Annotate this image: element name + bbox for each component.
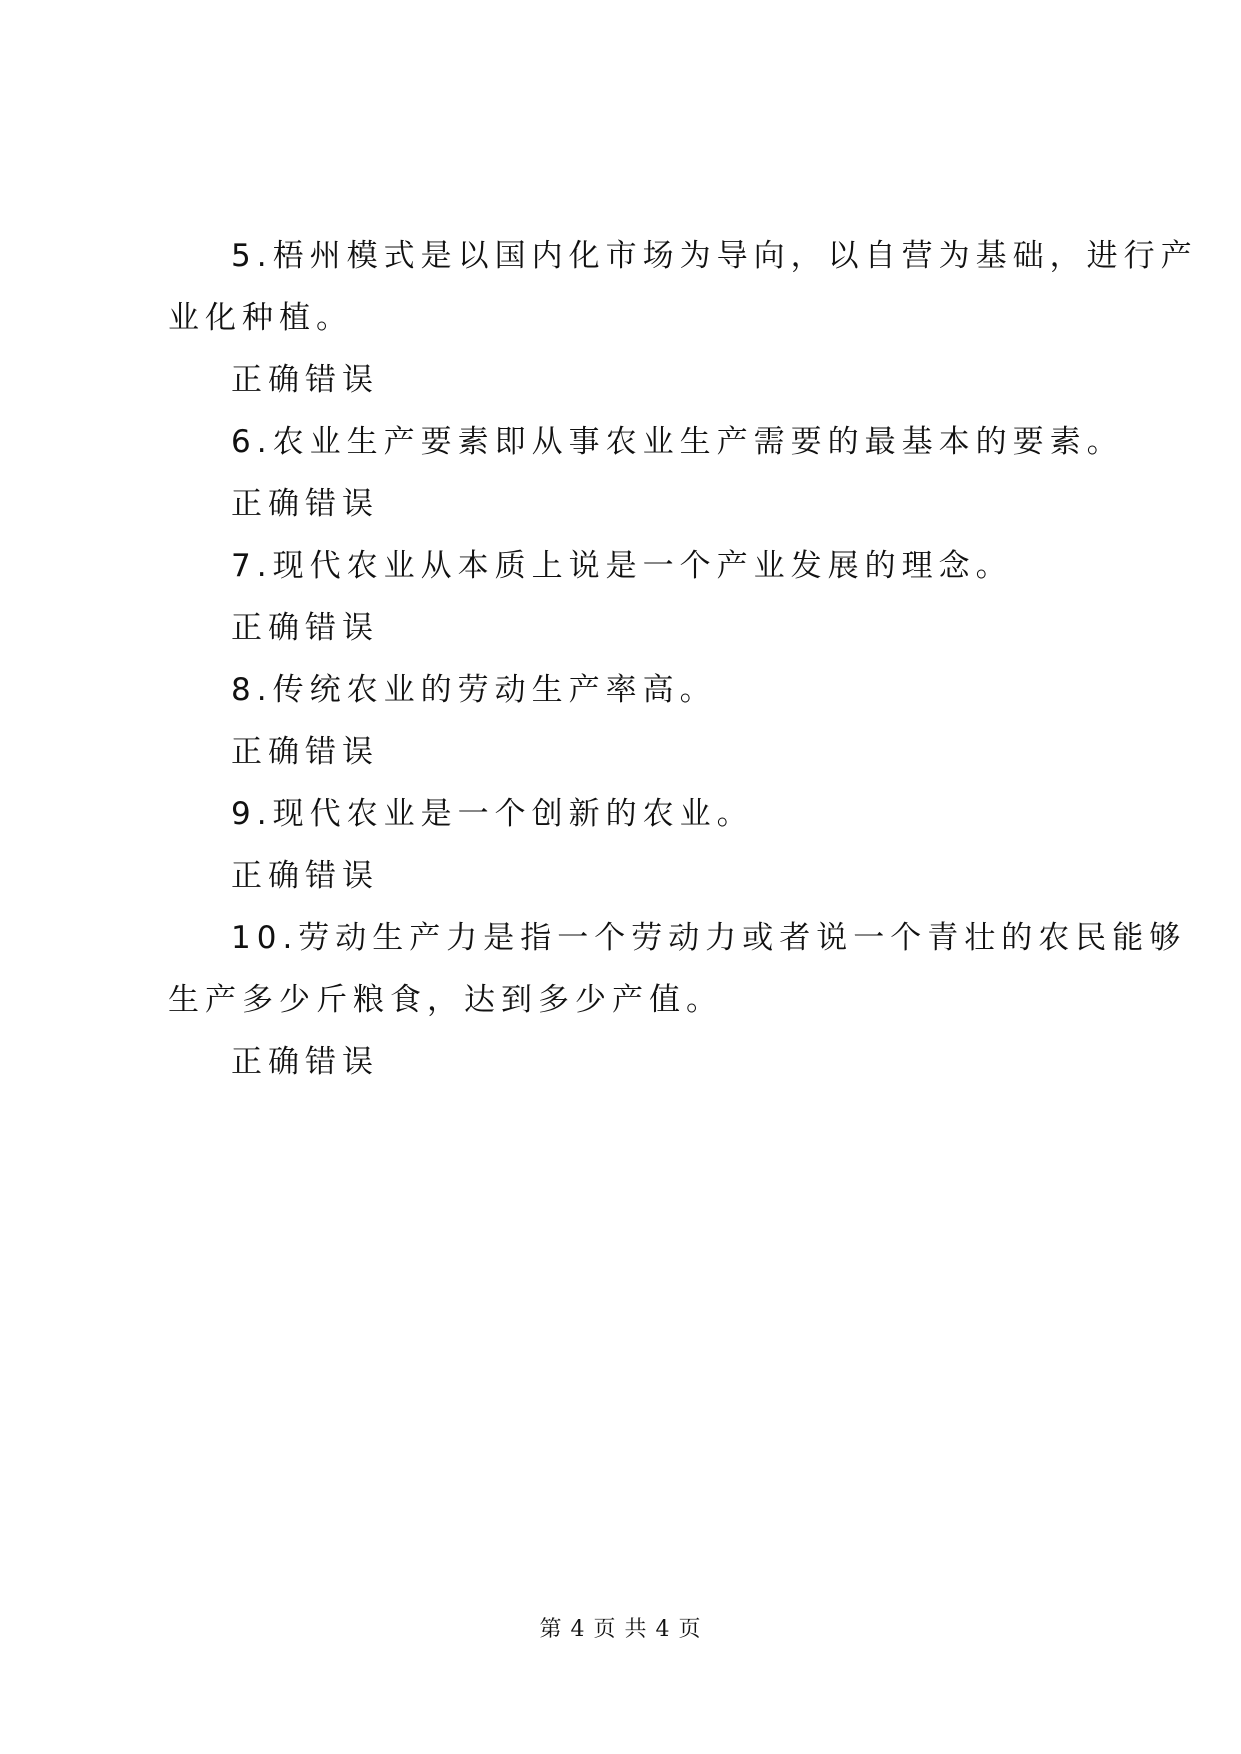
question-5-text: 5.梧州模式是以国内化市场为导向，以自营为基础，进行产 xyxy=(231,238,1198,274)
question-5-text-continued: 业化种植。 xyxy=(168,300,353,336)
question-8-text: 8.传统农业的劳动生产率高。 xyxy=(231,672,717,708)
question-5-options: 正确错误 xyxy=(231,362,379,398)
question-10-text-continued: 生产多少斤粮食，达到多少产值。 xyxy=(168,982,723,1018)
question-10-text: 10.劳动生产力是指一个劳动力或者说一个青壮的农民能够 xyxy=(231,920,1187,956)
question-8-options: 正确错误 xyxy=(231,734,379,770)
question-10-options: 正确错误 xyxy=(231,1044,379,1080)
page-number-footer: 第 4 页 共 4 页 xyxy=(539,1617,702,1642)
question-6-options: 正确错误 xyxy=(231,486,379,522)
question-6-text: 6.农业生产要素即从事农业生产需要的最基本的要素。 xyxy=(231,424,1124,460)
question-9-text: 9.现代农业是一个创新的农业。 xyxy=(231,796,754,832)
question-9-options: 正确错误 xyxy=(231,858,379,894)
question-7-text: 7.现代农业从本质上说是一个产业发展的理念。 xyxy=(231,548,1013,584)
document-body xyxy=(168,225,1198,1093)
question-7-options: 正确错误 xyxy=(231,610,379,646)
